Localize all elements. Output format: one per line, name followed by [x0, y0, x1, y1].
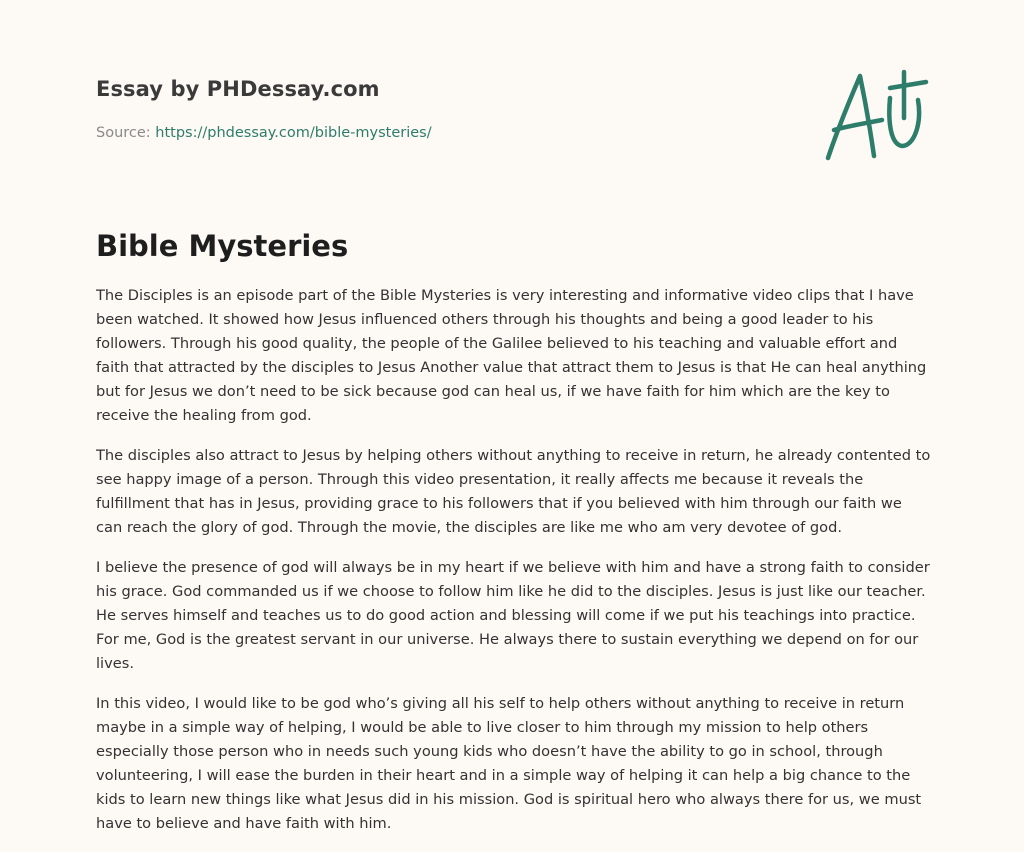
a-plus-grade-icon	[818, 62, 930, 166]
article-paragraph: In this video, I would like to be god who’s giving all his self to help others without anything to receive in return maybe in a simple way of helping, I would be able to live closer to him through my mission to help others especially those person who in needs such young kids who doesn’t have the ability to go in school, through volunteering, I will ease the burden in their heart and in a simple way of helping it can help a big chance to the kids to learn new things like what Jesus did in his mission. God is spiritual hero who always there for us, we must have to believe and have faith with him.	[96, 695, 922, 832]
article-paragraph: The disciples also attract to Jesus by helping others without anything to receive in return, he already contented to see happy image of a person. Through this video presentation, it really affects me because it reveals the fulfillment that has in Jesus, providing grace to his followers that if you believed with him through our faith we can reach the glory of god. Through the movie, the disciples are like me who am very devotee of god.	[96, 447, 931, 536]
article-paragraph: I believe the presence of god will always be in my heart if we believe with him and have a strong faith to consider his grace. God commanded us if we choose to follow him like he did to the disciples. Jesus is just like our teacher. He serves himself and teaches us to do good action and blessing will come if we put his teachings into practice. For me, God is the greatest servant in our universe. He always there to sustain everything we depend on for our lives.	[96, 559, 930, 672]
article-body	[96, 284, 932, 852]
source-label: Source:	[96, 125, 151, 141]
article-paragraph: The Disciples is an episode part of the Bible Mysteries is very interesting and informative video clips that I have been watched. It showed how Jesus influenced others through his thoughts and being a good leader to his followers. Through his good quality, the people of the Galilee believed to his teaching and valuable effort and faith that attracted by the disciples to Jesus Another value that attract them to Jesus is that He can heal anything but for Jesus we don’t need to be sick because god can heal us, if we have faith for him which are the key to receive the healing from god.	[96, 287, 927, 424]
essay-header	[96, 74, 796, 143]
article-title: Bible Mysteries	[96, 229, 349, 263]
brand-title: Essay by PHDessay.com	[96, 77, 380, 101]
source-link[interactable]: https://phdessay.com/bible-mysteries/	[155, 125, 432, 141]
source-line	[96, 123, 796, 143]
